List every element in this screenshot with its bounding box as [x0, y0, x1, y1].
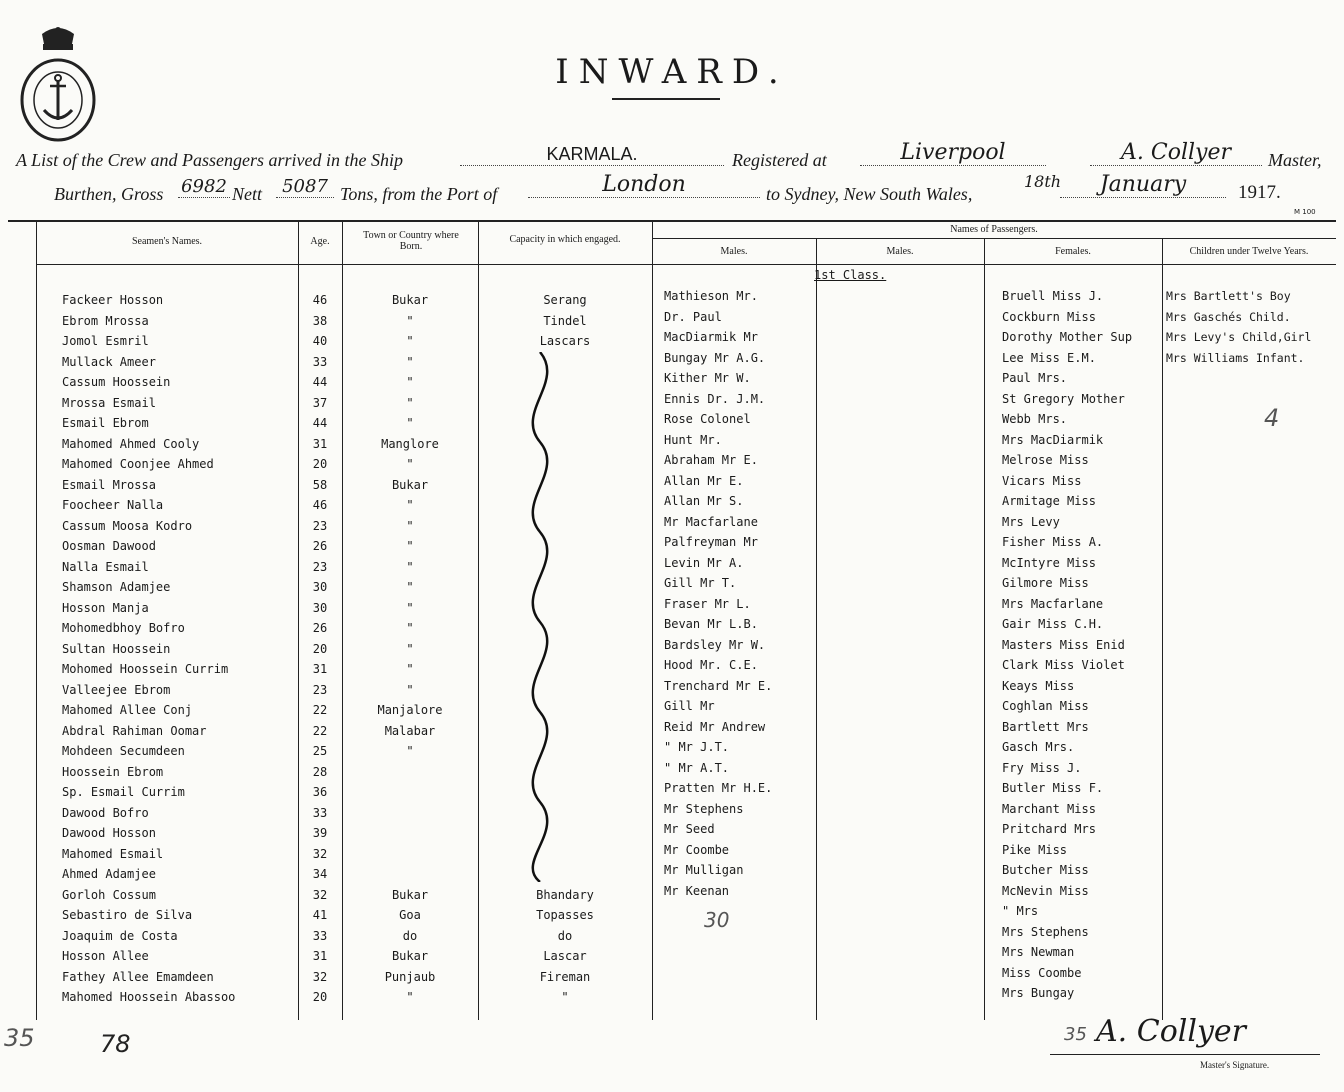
female-passenger: Vicars Miss [1002, 474, 1082, 488]
crew-town: Bukar [391, 478, 429, 492]
female-passenger: Bruell Miss J. [1002, 289, 1104, 303]
crew-name: Gorloh Cossum [62, 888, 156, 902]
crew-age: 23 [312, 560, 328, 574]
crew-age: 30 [312, 601, 328, 615]
female-passenger: Mrs Newman [1002, 945, 1075, 959]
date-month: January [1060, 172, 1226, 198]
crew-name: Jomol Esmril [62, 334, 149, 348]
crew-name: Mahomed Ahmed Cooly [62, 437, 200, 451]
crew-name: Esmail Ebrom [62, 416, 149, 430]
nett-tonnage: 5087 [276, 176, 334, 198]
burthen-label: Burthen, Gross [54, 184, 164, 204]
signature-prefix-note: 35 [1064, 1024, 1087, 1045]
crew-name: Hoossein Ebrom [62, 765, 164, 779]
male-passenger: Dr. Paul [664, 310, 722, 324]
female-passenger: Gilmore Miss [1002, 576, 1089, 590]
female-passenger: Fry Miss J. [1002, 761, 1082, 775]
male-passenger: Gill Mr T. [664, 576, 737, 590]
female-passenger: Pike Miss [1002, 843, 1068, 857]
female-passenger: Mrs Bungay [1002, 986, 1075, 1000]
crew-town: Manjalore [377, 703, 443, 717]
crew-name: Abdral Rahiman Oomar [62, 724, 207, 738]
crew-age: 20 [312, 642, 328, 656]
female-passenger: Coghlan Miss [1002, 699, 1089, 713]
crew-capacity: Bhandary [536, 888, 594, 902]
crew-town: " [406, 457, 414, 471]
crew-age: 46 [312, 293, 328, 307]
male-passenger: Mathieson Mr. [664, 289, 758, 303]
master-label: Master, [1268, 150, 1322, 170]
male-passenger: " Mr A.T. [664, 761, 730, 775]
crew-capacity: Fireman [539, 970, 591, 984]
class-label: 1st Class. [814, 268, 887, 282]
crew-name: Mohdeen Secumdeen [62, 744, 185, 758]
female-passenger: Webb Mrs. [1002, 412, 1068, 426]
crew-name: Cassum Moosa Kodro [62, 519, 193, 533]
crew-town: " [406, 601, 414, 615]
tons-label: Tons, from the Port of [340, 184, 498, 204]
crew-name: Nalla Esmail [62, 560, 149, 574]
crew-town: " [406, 560, 414, 574]
female-passenger: Keays Miss [1002, 679, 1075, 693]
crew-name: Valleejee Ebrom [62, 683, 171, 697]
crew-town: " [406, 990, 414, 1004]
male-passenger: Bevan Mr L.B. [664, 617, 758, 631]
male-passenger: Allan Mr E. [664, 474, 744, 488]
col-head-passengers: Names of Passengers. [950, 224, 1038, 235]
female-passenger: St Gregory Mother [1002, 392, 1125, 406]
crew-age: 22 [312, 724, 328, 738]
to-label: to Sydney, New South Wales, [766, 184, 973, 204]
crew-town: " [406, 375, 414, 389]
crew-age: 26 [312, 539, 328, 553]
header-line1-prefix: A List of the Crew and Passengers arrived in the Ship [16, 150, 403, 170]
crew-age: 32 [312, 970, 328, 984]
ship-name: KARMALA. [460, 144, 724, 166]
master-signature: A. Collyer [1096, 1014, 1246, 1049]
male-passenger: " Mr J.T. [664, 740, 730, 754]
crew-name: Mahomed Esmail [62, 847, 164, 861]
master-name: A. Collyer [1090, 140, 1262, 166]
child-passenger: Mrs Gaschés Child. [1166, 310, 1291, 324]
crew-town: " [406, 642, 414, 656]
crew-capacity: Tindel [543, 314, 587, 328]
col-rule-4 [652, 220, 653, 1020]
crew-capacity: Topasses [536, 908, 594, 922]
ditto-wavy-line [515, 352, 565, 882]
male-passenger: Palfreyman Mr [664, 535, 758, 549]
date-day: 18th [1024, 172, 1062, 191]
gross-tonnage: 6982 [178, 176, 230, 198]
from-port: London [528, 172, 760, 198]
male-passenger: Kither Mr W. [664, 371, 751, 385]
crew-town: Bukar [391, 888, 429, 902]
male-passenger: Pratten Mr H.E. [664, 781, 773, 795]
crew-age: 39 [312, 826, 328, 840]
child-passenger: Mrs Levy's Child,Girl [1166, 330, 1312, 344]
child-passenger: Mrs Williams Infant. [1166, 351, 1305, 365]
female-passenger: Miss Coombe [1002, 966, 1082, 980]
male-passenger: Bungay Mr A.G. [664, 351, 766, 365]
crew-name: Fackeer Hosson [62, 293, 164, 307]
male-passenger: Bardsley Mr W. [664, 638, 766, 652]
female-passenger: Butler Miss F. [1002, 781, 1104, 795]
crew-capacity: " [561, 990, 569, 1004]
crew-age: 34 [312, 867, 328, 881]
table-top-rule [8, 220, 1336, 222]
crew-town: " [406, 621, 414, 635]
crew-age: 44 [312, 416, 328, 430]
male-passenger: MacDiarmik Mr [664, 330, 758, 344]
crew-town: " [406, 334, 414, 348]
male-passenger: Mr Coombe [664, 843, 730, 857]
crew-age: 31 [312, 949, 328, 963]
male-passenger: Rose Colonel [664, 412, 751, 426]
male-passenger: Mr Stephens [664, 802, 744, 816]
crew-age: 41 [312, 908, 328, 922]
crew-age: 20 [312, 990, 328, 1004]
female-passenger: Fisher Miss A. [1002, 535, 1104, 549]
crew-name: Mahomed Hoossein Abassoo [62, 990, 236, 1004]
crew-age: 33 [312, 806, 328, 820]
crew-name: Ebrom Mrossa [62, 314, 149, 328]
crew-name: Mullack Ameer [62, 355, 156, 369]
female-passenger: Dorothy Mother Sup [1002, 330, 1133, 344]
crew-town: Bukar [391, 949, 429, 963]
col-head-males-1: Males. [720, 246, 748, 257]
crew-town: Punjaub [384, 970, 436, 984]
crew-age: 58 [312, 478, 328, 492]
male-passenger: Mr Seed [664, 822, 715, 836]
female-passenger: Butcher Miss [1002, 863, 1089, 877]
passengers-header-rule [652, 238, 1336, 239]
crew-town: Goa [399, 908, 421, 922]
male-passenger: Trenchard Mr E. [664, 679, 773, 693]
crew-name: Mohomed Hoossein Currim [62, 662, 229, 676]
male-passenger: Gill Mr [664, 699, 715, 713]
crew-name: Joaquim de Costa [62, 929, 178, 943]
crew-name: Fathey Allee Emamdeen [62, 970, 214, 984]
female-passenger: McIntyre Miss [1002, 556, 1096, 570]
female-passenger: Gair Miss C.H. [1002, 617, 1104, 631]
female-passenger: Mrs Macfarlane [1002, 597, 1104, 611]
crew-age: 31 [312, 662, 328, 676]
crew-name: Sultan Hoossein [62, 642, 171, 656]
male-passenger: Reid Mr Andrew [664, 720, 766, 734]
year: 1917. [1238, 182, 1281, 203]
crew-age: 33 [312, 355, 328, 369]
female-passenger: Bartlett Mrs [1002, 720, 1089, 734]
bottom-left-note-2: 78 [100, 1030, 131, 1058]
registered-port: Liverpool [860, 140, 1046, 166]
col-rule-5 [816, 238, 817, 1020]
male-passenger: Ennis Dr. J.M. [664, 392, 766, 406]
male-passenger: Hunt Mr. [664, 433, 722, 447]
col-head-names: Seamen's Names. [131, 236, 203, 247]
crew-age: 31 [312, 437, 328, 451]
crew-town: Malabar [384, 724, 436, 738]
crew-town: " [406, 683, 414, 697]
col-head-females: Females. [1055, 246, 1091, 257]
title-underline [612, 98, 720, 100]
crew-name: Mrossa Esmail [62, 396, 156, 410]
document-title: INWARD. [555, 52, 789, 92]
crew-town: " [406, 416, 414, 430]
nett-label: Nett [232, 184, 262, 204]
crew-name: Foocheer Nalla [62, 498, 164, 512]
male-passenger: Fraser Mr L. [664, 597, 751, 611]
female-passenger: Cockburn Miss [1002, 310, 1096, 324]
crew-name: Ahmed Adamjee [62, 867, 156, 881]
crew-town: " [406, 498, 414, 512]
male-passenger: Abraham Mr E. [664, 453, 758, 467]
crew-age: 37 [312, 396, 328, 410]
signature-rule [1050, 1054, 1320, 1055]
crew-name: Hosson Allee [62, 949, 149, 963]
crew-age: 23 [312, 519, 328, 533]
female-passenger: Mrs Levy [1002, 515, 1060, 529]
crew-age: 33 [312, 929, 328, 943]
female-passenger: Clark Miss Violet [1002, 658, 1125, 672]
table-header-rule [36, 264, 1336, 265]
col-head-males-2: Males. [886, 246, 914, 257]
children-count-note: 4 [1264, 404, 1280, 432]
crew-age: 36 [312, 785, 328, 799]
crew-town: Bukar [391, 293, 429, 307]
crew-town: " [406, 539, 414, 553]
female-passenger: Pritchard Mrs [1002, 822, 1096, 836]
crew-name: Hosson Manja [62, 601, 149, 615]
col-rule-0 [36, 220, 37, 1020]
female-passenger: Armitage Miss [1002, 494, 1096, 508]
male-passenger: Mr Mulligan [664, 863, 744, 877]
crew-name: Shamson Adamjee [62, 580, 171, 594]
crew-name: Dawood Bofro [62, 806, 149, 820]
crew-name: Mahomed Allee Conj [62, 703, 193, 717]
crew-age: 23 [312, 683, 328, 697]
crew-age: 38 [312, 314, 328, 328]
crew-age: 28 [312, 765, 328, 779]
crew-age: 44 [312, 375, 328, 389]
col-rule-6 [984, 238, 985, 1020]
crew-town: " [406, 580, 414, 594]
female-passenger: Melrose Miss [1002, 453, 1089, 467]
bottom-left-note-1: 35 [4, 1024, 35, 1052]
col-rule-7 [1162, 238, 1163, 1020]
crew-age: 32 [312, 847, 328, 861]
female-passenger: Paul Mrs. [1002, 371, 1068, 385]
male-passenger: Allan Mr S. [664, 494, 744, 508]
female-passenger: Lee Miss E.M. [1002, 351, 1096, 365]
crew-town: " [406, 355, 414, 369]
female-passenger: Marchant Miss [1002, 802, 1096, 816]
crew-age: 32 [312, 888, 328, 902]
crew-name: Esmail Mrossa [62, 478, 156, 492]
crew-capacity: do [557, 929, 573, 943]
crew-town: " [406, 662, 414, 676]
crew-town: do [402, 929, 418, 943]
crew-name: Mahomed Coonjee Ahmed [62, 457, 214, 471]
registered-label: Registered at [732, 150, 827, 170]
crew-age: 25 [312, 744, 328, 758]
female-passenger: Gasch Mrs. [1002, 740, 1075, 754]
crew-age: 40 [312, 334, 328, 348]
col-head-children: Children under Twelve Years. [1189, 246, 1309, 257]
col-head-age: Age. [310, 236, 330, 247]
signature-label: Master's Signature. [1200, 1060, 1270, 1070]
child-passenger: Mrs Bartlett's Boy [1166, 289, 1291, 303]
crew-town: " [406, 519, 414, 533]
crew-name: Oosman Dawood [62, 539, 156, 553]
col-head-town: Town or Country where Born. [363, 230, 459, 252]
crew-capacity: Lascars [539, 334, 591, 348]
crew-age: 22 [312, 703, 328, 717]
female-passenger: Mrs Stephens [1002, 925, 1089, 939]
crew-town: Manglore [381, 437, 439, 451]
male-passenger: Levin Mr A. [664, 556, 744, 570]
crew-age: 26 [312, 621, 328, 635]
crew-name: Sebastiro de Silva [62, 908, 193, 922]
form-code: M 100 [1294, 208, 1316, 216]
male-passenger: Mr Macfarlane [664, 515, 758, 529]
crew-age: 46 [312, 498, 328, 512]
crew-capacity: Lascar [543, 949, 587, 963]
female-passenger: Masters Miss Enid [1002, 638, 1125, 652]
crew-capacity: Serang [543, 293, 587, 307]
crew-town: " [406, 314, 414, 328]
male-passenger: Hood Mr. C.E. [664, 658, 758, 672]
crew-age: 30 [312, 580, 328, 594]
males-count-note: 30 [704, 908, 730, 932]
crew-name: Dawood Hosson [62, 826, 156, 840]
crew-name: Cassum Hoossein [62, 375, 171, 389]
crew-town: " [406, 396, 414, 410]
female-passenger: " Mrs [1002, 904, 1039, 918]
col-head-capacity: Capacity in which engaged. [509, 234, 621, 245]
female-passenger: McNevin Miss [1002, 884, 1089, 898]
crew-name: Mohomedbhoy Bofro [62, 621, 185, 635]
crew-name: Sp. Esmail Currim [62, 785, 185, 799]
female-passenger: Mrs MacDiarmik [1002, 433, 1104, 447]
male-passenger: Mr Keenan [664, 884, 730, 898]
crew-town: " [406, 744, 414, 758]
crew-age: 20 [312, 457, 328, 471]
